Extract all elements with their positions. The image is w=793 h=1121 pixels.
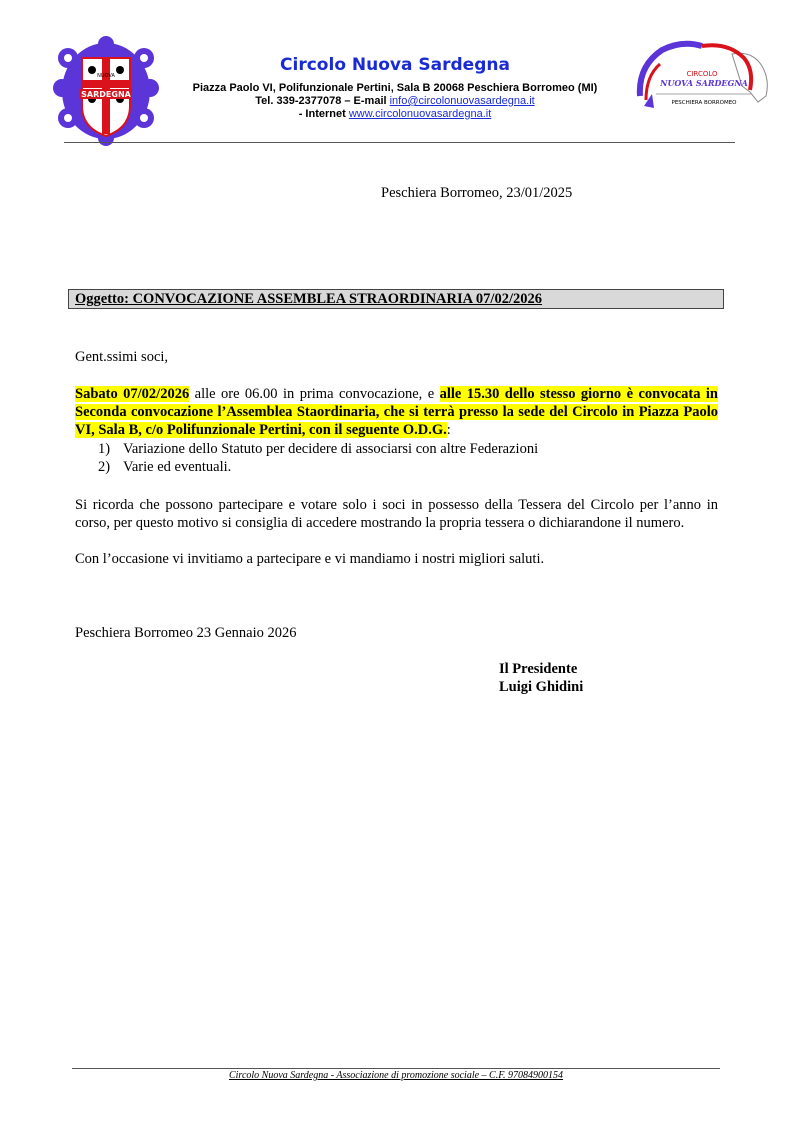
highlight-details: alle 15.30 dello stesso giorno è convocata in Seconda convocazione l’Assemblea Staordinaria, che si terrà presso la sede del Circolo in Piazza Paolo VI, Sala B, c/o Polifunzionale Pertini, con il seguente O.D.G. (75, 386, 718, 438)
signature-name: Luigi Ghidini (499, 679, 584, 695)
org-web (160, 108, 630, 120)
org-contact (160, 95, 630, 107)
list-number: 1) (98, 441, 111, 457)
logo-left-label: SARDEGNA (81, 90, 131, 99)
paragraph-convocation (75, 385, 718, 439)
letter-subject: Oggetto: CONVOCAZIONE ASSEMBLEA STRAORDINARIA 07/02/2026 (75, 291, 542, 307)
list-item (75, 440, 538, 458)
list-text: Varie ed eventuali. (123, 459, 232, 475)
agenda-list (75, 440, 538, 476)
list-number: 2) (98, 459, 111, 475)
circolo-logo-right (632, 36, 774, 122)
logo-right-line3: PESCHIERA BORROMEO (671, 100, 737, 106)
logo-right-line2: NUOVA SARDEGNA (660, 78, 748, 88)
phone-label: Tel. 339-2377078 – E-mail (255, 95, 390, 107)
signature-role: Il Presidente (499, 661, 578, 677)
list-text: Variazione dello Statuto per decidere di associarsi con altre Federazioni (123, 441, 539, 457)
place-date: Peschiera Borromeo 23 Gennaio 2026 (75, 625, 297, 641)
org-address: Piazza Paolo VI, Polifunzionale Pertini, Sala B 20068 Peschiera Borromeo (MI) (192, 82, 598, 94)
letter-date: Peschiera Borromeo, 23/01/2025 (381, 185, 573, 201)
footer-divider (72, 1068, 720, 1069)
signature-block (499, 660, 583, 696)
header-divider (64, 142, 735, 143)
paragraph-membership: Si ricorda che possono partecipare e votare solo i soci in possesso della Tessera del Circolo per l’anno in corso, per questo motivo si consiglia di accedere mostrando la propria tessera o dichiarandone il numero. (75, 497, 718, 531)
list-item (75, 458, 538, 476)
web-label: - Internet (298, 108, 349, 120)
paragraph-text: alle ore 06.00 in prima convocazione, e (189, 386, 440, 402)
paragraph-closing: Con l’occasione vi invitiamo a partecipare e vi mandiamo i nostri migliori saluti. (75, 551, 545, 567)
logo-left-small: NUOVA (97, 73, 115, 79)
website-link[interactable]: www.circolonuovasardegna.it (348, 108, 492, 120)
paragraph-end: : (446, 422, 451, 438)
footer-text: Circolo Nuova Sardegna - Associazione di promozione sociale – C.F. 97084900154 (228, 1070, 564, 1081)
greeting: Gent.ssimi soci, (75, 349, 169, 365)
circolo-logo-left (50, 36, 162, 146)
logo-right-line1: CIRCOLO (686, 70, 718, 78)
email-link[interactable]: info@circolonuovasardegna.it (389, 95, 535, 107)
org-title: Circolo Nuova Sardegna (280, 55, 510, 75)
highlight-date: Sabato 07/02/2026 (75, 386, 190, 402)
